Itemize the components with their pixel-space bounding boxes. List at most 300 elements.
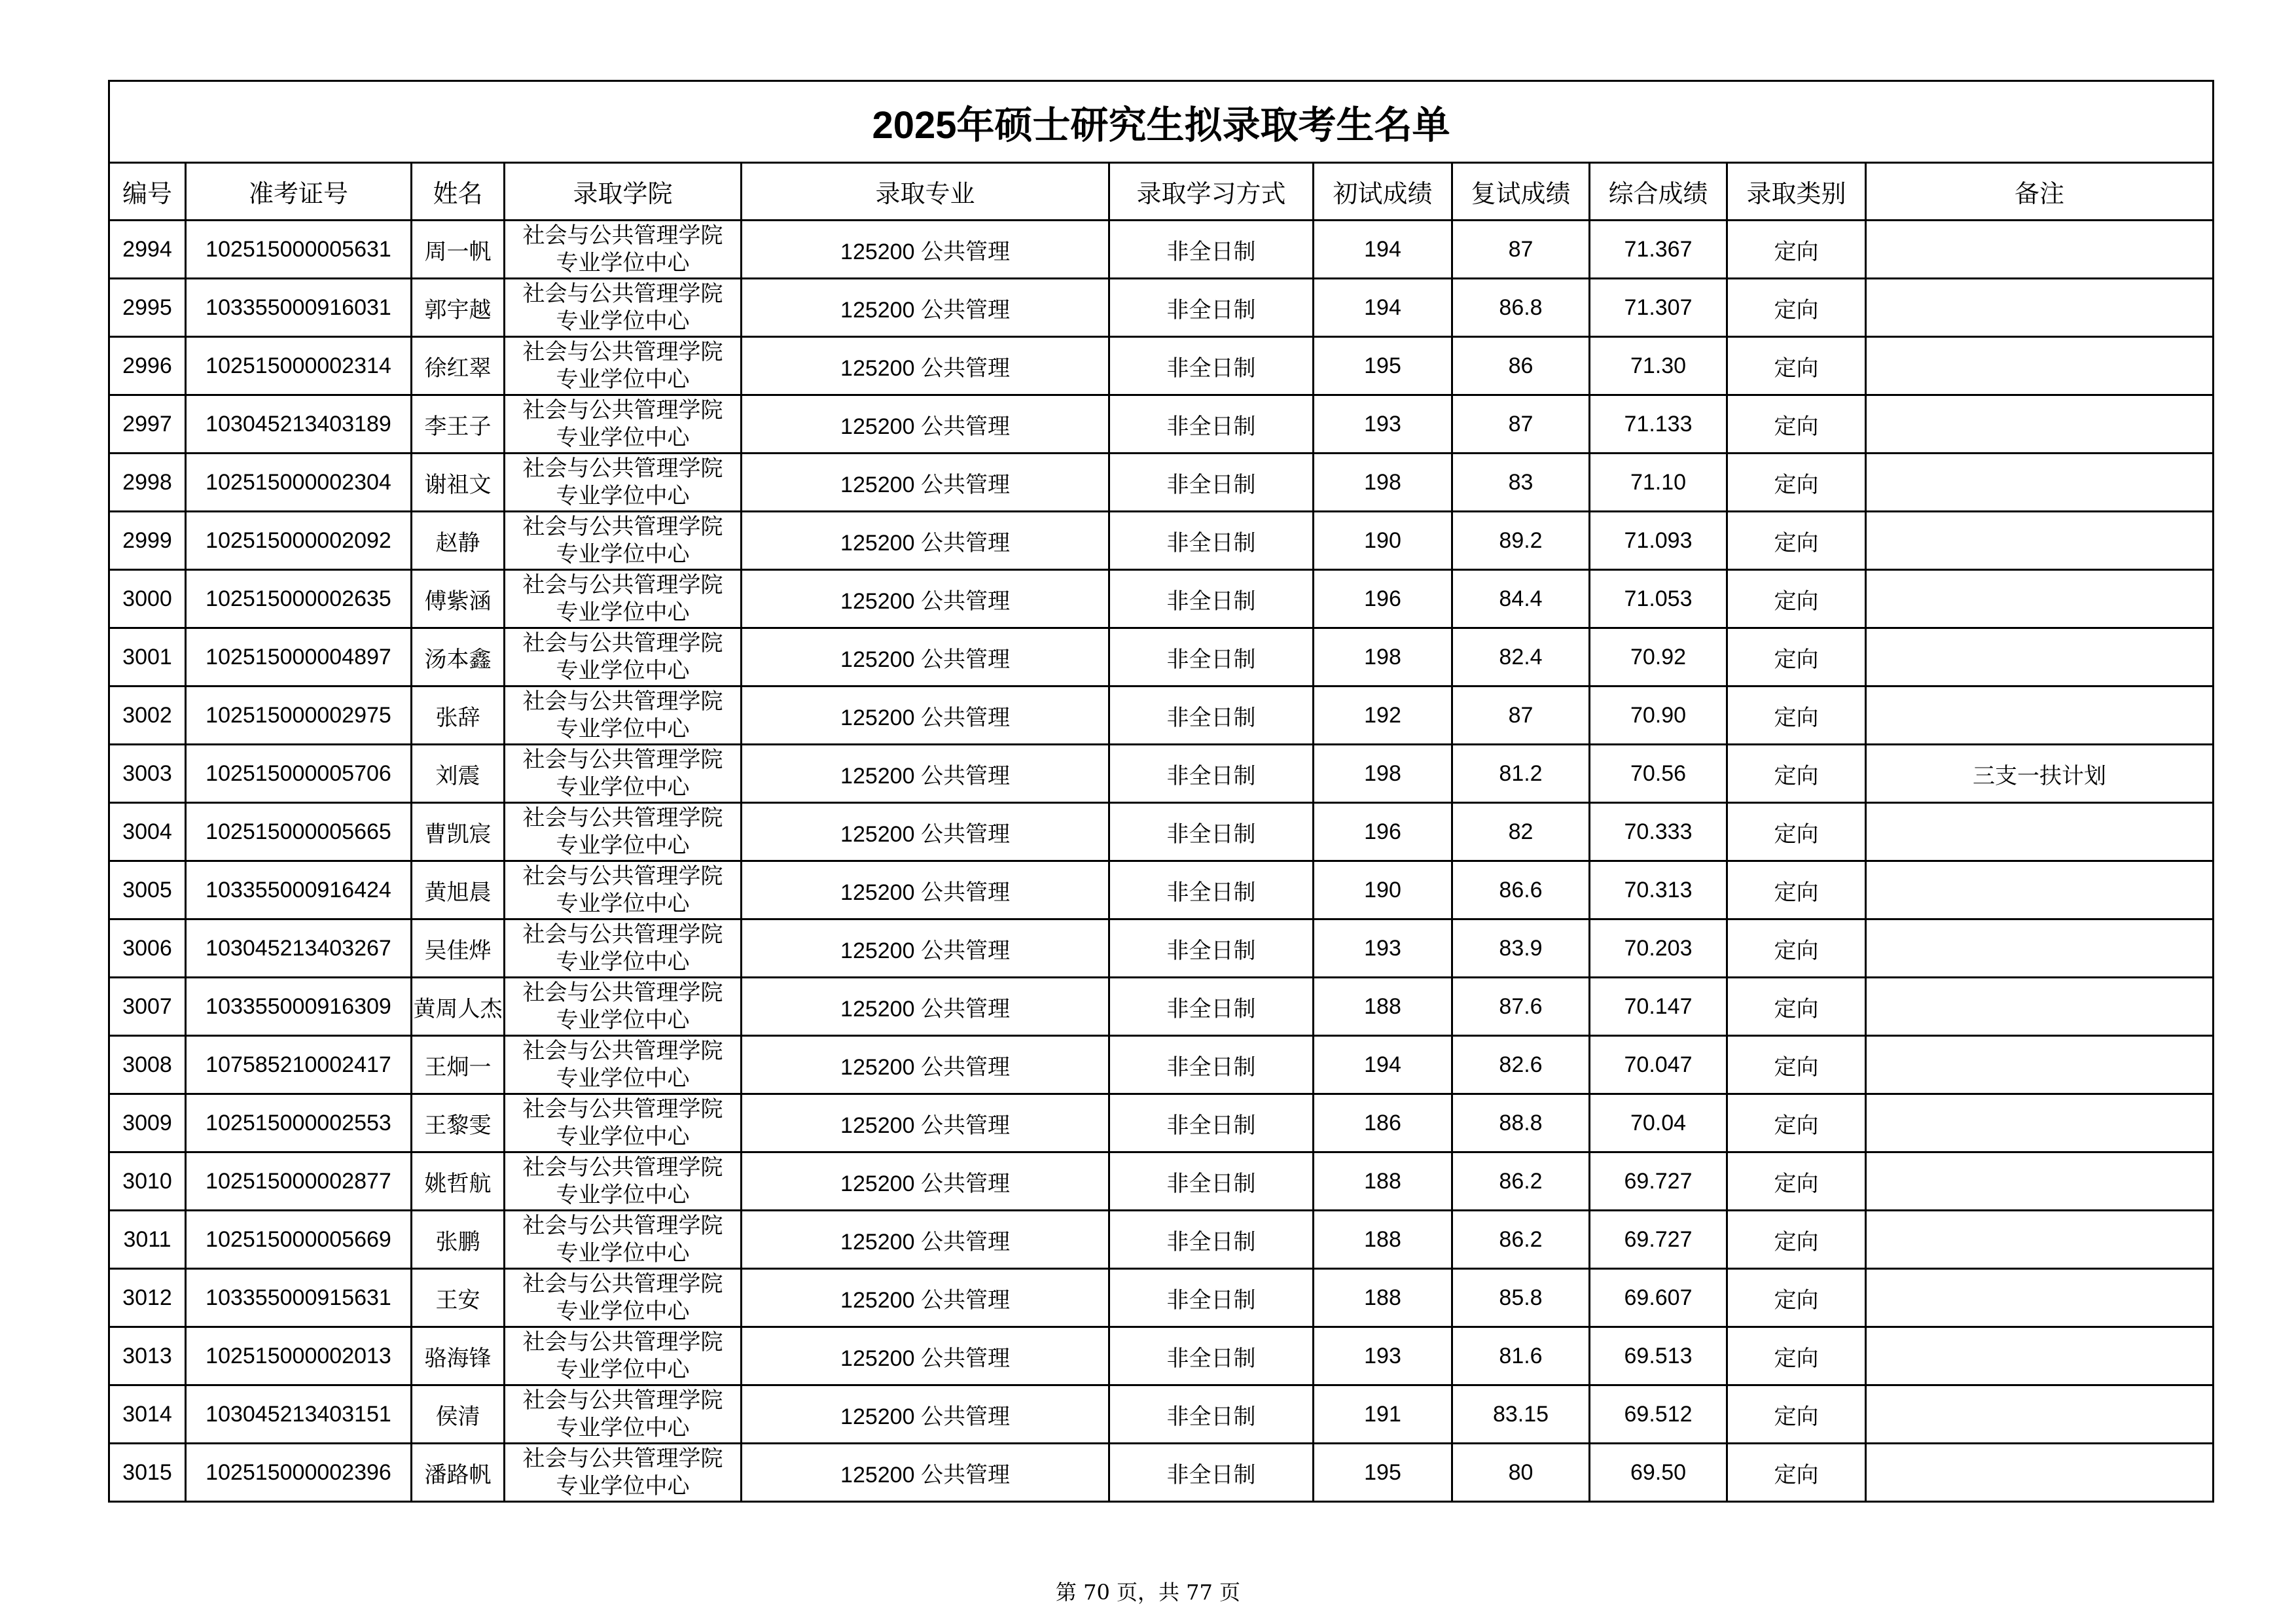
cell-exam-id: 102515000002314 bbox=[186, 337, 412, 395]
college-sub-line: 专业学位中心 bbox=[556, 541, 690, 567]
cell-name: 汤本鑫 bbox=[412, 628, 505, 687]
cell-total-score: 71.10 bbox=[1590, 454, 1727, 512]
col-header-total-score: 综合成绩 bbox=[1590, 163, 1727, 221]
college-sub-line: 专业学位中心 bbox=[556, 366, 690, 393]
cell-exam-id: 102515000004897 bbox=[186, 628, 412, 687]
college-name-line: 社会与公共管理学院 bbox=[522, 805, 723, 831]
cell-category: 定向 bbox=[1727, 1094, 1866, 1152]
cell-prelim-score: 191 bbox=[1314, 1385, 1452, 1444]
cell-category: 定向 bbox=[1727, 337, 1866, 395]
table-body bbox=[109, 221, 2214, 1502]
cell-retest-score: 86 bbox=[1452, 337, 1590, 395]
cell-retest-score: 87 bbox=[1452, 221, 1590, 279]
cell-college bbox=[505, 978, 742, 1036]
college-name-line: 社会与公共管理学院 bbox=[522, 455, 723, 482]
cell-retest-score: 86.6 bbox=[1452, 861, 1590, 919]
cell-study-mode: 非全日制 bbox=[1109, 337, 1314, 395]
cell-no: 2995 bbox=[109, 279, 186, 337]
college-name-line: 社会与公共管理学院 bbox=[522, 1329, 723, 1355]
cell-college bbox=[505, 221, 742, 279]
cell-name: 侯清 bbox=[412, 1385, 505, 1444]
cell-no: 3012 bbox=[109, 1269, 186, 1327]
college-sub-line: 专业学位中心 bbox=[556, 658, 690, 684]
page-title: 2025年硕士研究生拟录取考生名单 bbox=[109, 81, 2214, 163]
college-name-line: 社会与公共管理学院 bbox=[522, 223, 723, 249]
college-name-line: 社会与公共管理学院 bbox=[522, 630, 723, 656]
cell-exam-id: 102515000005631 bbox=[186, 221, 412, 279]
cell-prelim-score: 195 bbox=[1314, 337, 1452, 395]
cell-note bbox=[1866, 221, 2214, 279]
cell-study-mode: 非全日制 bbox=[1109, 1094, 1314, 1152]
cell-prelim-score: 186 bbox=[1314, 1094, 1452, 1152]
cell-name: 潘路帆 bbox=[412, 1444, 505, 1502]
college-sub-line: 专业学位中心 bbox=[556, 1007, 690, 1033]
cell-note bbox=[1866, 803, 2214, 861]
cell-total-score: 69.607 bbox=[1590, 1269, 1727, 1327]
cell-no: 2997 bbox=[109, 395, 186, 454]
cell-category: 定向 bbox=[1727, 279, 1866, 337]
table-row bbox=[109, 745, 2214, 803]
cell-major: 125200 公共管理 bbox=[742, 745, 1109, 803]
cell-note bbox=[1866, 570, 2214, 628]
table-row bbox=[109, 1269, 2214, 1327]
cell-college bbox=[505, 1036, 742, 1094]
cell-category: 定向 bbox=[1727, 1211, 1866, 1269]
cell-retest-score: 80 bbox=[1452, 1444, 1590, 1502]
cell-note bbox=[1866, 1269, 2214, 1327]
col-header-category: 录取类别 bbox=[1727, 163, 1866, 221]
cell-major: 125200 公共管理 bbox=[742, 628, 1109, 687]
cell-major: 125200 公共管理 bbox=[742, 919, 1109, 978]
college-sub-line: 专业学位中心 bbox=[556, 599, 690, 626]
college-name-line: 社会与公共管理学院 bbox=[522, 281, 723, 307]
cell-retest-score: 81.2 bbox=[1452, 745, 1590, 803]
table-row bbox=[109, 861, 2214, 919]
cell-college bbox=[505, 1211, 742, 1269]
cell-college bbox=[505, 745, 742, 803]
cell-college bbox=[505, 1152, 742, 1211]
table-row bbox=[109, 1094, 2214, 1152]
cell-major: 125200 公共管理 bbox=[742, 1444, 1109, 1502]
cell-name: 张鹏 bbox=[412, 1211, 505, 1269]
cell-no: 2996 bbox=[109, 337, 186, 395]
cell-no: 3005 bbox=[109, 861, 186, 919]
cell-total-score: 70.04 bbox=[1590, 1094, 1727, 1152]
cell-retest-score: 83 bbox=[1452, 454, 1590, 512]
college-name-line: 社会与公共管理学院 bbox=[522, 688, 723, 715]
cell-no: 3009 bbox=[109, 1094, 186, 1152]
cell-no: 2998 bbox=[109, 454, 186, 512]
table-row bbox=[109, 1444, 2214, 1502]
cell-name: 王黎雯 bbox=[412, 1094, 505, 1152]
college-sub-line: 专业学位中心 bbox=[556, 1240, 690, 1266]
cell-retest-score: 87.6 bbox=[1452, 978, 1590, 1036]
cell-total-score: 71.133 bbox=[1590, 395, 1727, 454]
cell-study-mode: 非全日制 bbox=[1109, 919, 1314, 978]
table-row bbox=[109, 337, 2214, 395]
table-row bbox=[109, 221, 2214, 279]
table-row bbox=[109, 1327, 2214, 1385]
cell-no: 3001 bbox=[109, 628, 186, 687]
cell-name: 黄旭晨 bbox=[412, 861, 505, 919]
cell-college bbox=[505, 1094, 742, 1152]
table-header-row bbox=[109, 163, 2214, 221]
cell-major: 125200 公共管理 bbox=[742, 279, 1109, 337]
cell-note bbox=[1866, 687, 2214, 745]
cell-category: 定向 bbox=[1727, 745, 1866, 803]
cell-major: 125200 公共管理 bbox=[742, 395, 1109, 454]
cell-retest-score: 82 bbox=[1452, 803, 1590, 861]
cell-note bbox=[1866, 1444, 2214, 1502]
cell-name: 刘震 bbox=[412, 745, 505, 803]
cell-study-mode: 非全日制 bbox=[1109, 978, 1314, 1036]
cell-category: 定向 bbox=[1727, 978, 1866, 1036]
cell-prelim-score: 193 bbox=[1314, 919, 1452, 978]
cell-study-mode: 非全日制 bbox=[1109, 1152, 1314, 1211]
cell-retest-score: 87 bbox=[1452, 687, 1590, 745]
cell-study-mode: 非全日制 bbox=[1109, 861, 1314, 919]
cell-retest-score: 83.9 bbox=[1452, 919, 1590, 978]
cell-prelim-score: 196 bbox=[1314, 803, 1452, 861]
college-name-line: 社会与公共管理学院 bbox=[522, 863, 723, 889]
cell-name: 王安 bbox=[412, 1269, 505, 1327]
table-row bbox=[109, 1211, 2214, 1269]
col-header-name: 姓名 bbox=[412, 163, 505, 221]
college-name-line: 社会与公共管理学院 bbox=[522, 339, 723, 365]
cell-total-score: 69.50 bbox=[1590, 1444, 1727, 1502]
cell-retest-score: 85.8 bbox=[1452, 1269, 1590, 1327]
cell-no: 3011 bbox=[109, 1211, 186, 1269]
cell-study-mode: 非全日制 bbox=[1109, 1385, 1314, 1444]
cell-note bbox=[1866, 1036, 2214, 1094]
cell-study-mode: 非全日制 bbox=[1109, 687, 1314, 745]
cell-study-mode: 非全日制 bbox=[1109, 512, 1314, 570]
cell-college bbox=[505, 337, 742, 395]
cell-total-score: 70.90 bbox=[1590, 687, 1727, 745]
cell-major: 125200 公共管理 bbox=[742, 861, 1109, 919]
cell-note bbox=[1866, 1327, 2214, 1385]
cell-exam-id: 103355000916031 bbox=[186, 279, 412, 337]
cell-total-score: 70.047 bbox=[1590, 1036, 1727, 1094]
cell-major: 125200 公共管理 bbox=[742, 803, 1109, 861]
cell-prelim-score: 194 bbox=[1314, 279, 1452, 337]
cell-exam-id: 102515000002635 bbox=[186, 570, 412, 628]
cell-study-mode: 非全日制 bbox=[1109, 1211, 1314, 1269]
cell-retest-score: 87 bbox=[1452, 395, 1590, 454]
cell-exam-id: 102515000002877 bbox=[186, 1152, 412, 1211]
cell-name: 郭宇越 bbox=[412, 279, 505, 337]
cell-exam-id: 102515000002396 bbox=[186, 1444, 412, 1502]
cell-retest-score: 82.4 bbox=[1452, 628, 1590, 687]
cell-study-mode: 非全日制 bbox=[1109, 628, 1314, 687]
cell-note bbox=[1866, 512, 2214, 570]
cell-college bbox=[505, 570, 742, 628]
college-name-line: 社会与公共管理学院 bbox=[522, 1271, 723, 1297]
table-row bbox=[109, 628, 2214, 687]
cell-category: 定向 bbox=[1727, 687, 1866, 745]
col-header-retest-score: 复试成绩 bbox=[1452, 163, 1590, 221]
cell-no: 3015 bbox=[109, 1444, 186, 1502]
cell-prelim-score: 193 bbox=[1314, 1327, 1452, 1385]
cell-college bbox=[505, 803, 742, 861]
cell-name: 姚哲航 bbox=[412, 1152, 505, 1211]
cell-exam-id: 103355000916309 bbox=[186, 978, 412, 1036]
cell-prelim-score: 194 bbox=[1314, 221, 1452, 279]
cell-study-mode: 非全日制 bbox=[1109, 745, 1314, 803]
col-header-prelim-score: 初试成绩 bbox=[1314, 163, 1452, 221]
cell-name: 曹凯宸 bbox=[412, 803, 505, 861]
cell-category: 定向 bbox=[1727, 221, 1866, 279]
cell-major: 125200 公共管理 bbox=[742, 1269, 1109, 1327]
cell-category: 定向 bbox=[1727, 1036, 1866, 1094]
cell-major: 125200 公共管理 bbox=[742, 687, 1109, 745]
cell-retest-score: 83.15 bbox=[1452, 1385, 1590, 1444]
cell-total-score: 70.56 bbox=[1590, 745, 1727, 803]
college-sub-line: 专业学位中心 bbox=[556, 1415, 690, 1441]
college-sub-line: 专业学位中心 bbox=[556, 425, 690, 451]
college-sub-line: 专业学位中心 bbox=[556, 1357, 690, 1383]
cell-retest-score: 84.4 bbox=[1452, 570, 1590, 628]
col-header-study-mode: 录取学习方式 bbox=[1109, 163, 1314, 221]
cell-exam-id: 103045213403267 bbox=[186, 919, 412, 978]
cell-retest-score: 86.2 bbox=[1452, 1211, 1590, 1269]
admission-list-sheet bbox=[108, 80, 2212, 1503]
cell-college bbox=[505, 1269, 742, 1327]
cell-retest-score: 81.6 bbox=[1452, 1327, 1590, 1385]
cell-no: 3010 bbox=[109, 1152, 186, 1211]
cell-total-score: 70.203 bbox=[1590, 919, 1727, 978]
cell-no: 3014 bbox=[109, 1385, 186, 1444]
cell-category: 定向 bbox=[1727, 454, 1866, 512]
college-sub-line: 专业学位中心 bbox=[556, 308, 690, 334]
admission-table bbox=[108, 80, 2214, 1503]
cell-exam-id: 103045213403151 bbox=[186, 1385, 412, 1444]
cell-note bbox=[1866, 919, 2214, 978]
cell-name: 吴佳烨 bbox=[412, 919, 505, 978]
cell-category: 定向 bbox=[1727, 1444, 1866, 1502]
table-row bbox=[109, 1385, 2214, 1444]
cell-category: 定向 bbox=[1727, 628, 1866, 687]
cell-note bbox=[1866, 279, 2214, 337]
cell-major: 125200 公共管理 bbox=[742, 1094, 1109, 1152]
table-row bbox=[109, 512, 2214, 570]
college-sub-line: 专业学位中心 bbox=[556, 250, 690, 276]
table-row bbox=[109, 395, 2214, 454]
cell-note bbox=[1866, 1094, 2214, 1152]
college-name-line: 社会与公共管理学院 bbox=[522, 1154, 723, 1181]
cell-retest-score: 86.8 bbox=[1452, 279, 1590, 337]
cell-major: 125200 公共管理 bbox=[742, 337, 1109, 395]
cell-prelim-score: 193 bbox=[1314, 395, 1452, 454]
cell-college bbox=[505, 861, 742, 919]
cell-prelim-score: 188 bbox=[1314, 1152, 1452, 1211]
cell-note bbox=[1866, 861, 2214, 919]
cell-exam-id: 102515000002013 bbox=[186, 1327, 412, 1385]
cell-study-mode: 非全日制 bbox=[1109, 803, 1314, 861]
college-sub-line: 专业学位中心 bbox=[556, 1182, 690, 1208]
cell-major: 125200 公共管理 bbox=[742, 512, 1109, 570]
table-row bbox=[109, 570, 2214, 628]
cell-prelim-score: 188 bbox=[1314, 1211, 1452, 1269]
college-sub-line: 专业学位中心 bbox=[556, 949, 690, 975]
cell-exam-id: 102515000002304 bbox=[186, 454, 412, 512]
col-header-college: 录取学院 bbox=[505, 163, 742, 221]
cell-prelim-score: 190 bbox=[1314, 861, 1452, 919]
cell-prelim-score: 188 bbox=[1314, 1269, 1452, 1327]
cell-exam-id: 102515000005665 bbox=[186, 803, 412, 861]
cell-total-score: 71.367 bbox=[1590, 221, 1727, 279]
table-row bbox=[109, 978, 2214, 1036]
cell-name: 谢祖文 bbox=[412, 454, 505, 512]
cell-college bbox=[505, 1385, 742, 1444]
cell-major: 125200 公共管理 bbox=[742, 570, 1109, 628]
cell-name: 黄周人杰 bbox=[412, 978, 505, 1036]
cell-exam-id: 102515000005706 bbox=[186, 745, 412, 803]
cell-note bbox=[1866, 337, 2214, 395]
college-sub-line: 专业学位中心 bbox=[556, 1065, 690, 1092]
cell-no: 2999 bbox=[109, 512, 186, 570]
cell-retest-score: 88.8 bbox=[1452, 1094, 1590, 1152]
cell-study-mode: 非全日制 bbox=[1109, 279, 1314, 337]
cell-exam-id: 102515000002975 bbox=[186, 687, 412, 745]
cell-major: 125200 公共管理 bbox=[742, 1211, 1109, 1269]
cell-note: 三支一扶计划 bbox=[1866, 745, 2214, 803]
college-name-line: 社会与公共管理学院 bbox=[522, 397, 723, 423]
cell-prelim-score: 198 bbox=[1314, 745, 1452, 803]
cell-category: 定向 bbox=[1727, 1269, 1866, 1327]
college-sub-line: 专业学位中心 bbox=[556, 1124, 690, 1150]
cell-note bbox=[1866, 454, 2214, 512]
cell-college bbox=[505, 395, 742, 454]
col-header-no: 编号 bbox=[109, 163, 186, 221]
col-header-major: 录取专业 bbox=[742, 163, 1109, 221]
cell-name: 赵静 bbox=[412, 512, 505, 570]
cell-exam-id: 102515000005669 bbox=[186, 1211, 412, 1269]
cell-no: 3000 bbox=[109, 570, 186, 628]
cell-total-score: 70.92 bbox=[1590, 628, 1727, 687]
cell-major: 125200 公共管理 bbox=[742, 1036, 1109, 1094]
college-sub-line: 专业学位中心 bbox=[556, 891, 690, 917]
cell-total-score: 70.147 bbox=[1590, 978, 1727, 1036]
college-name-line: 社会与公共管理学院 bbox=[522, 514, 723, 540]
cell-retest-score: 82.6 bbox=[1452, 1036, 1590, 1094]
cell-total-score: 70.313 bbox=[1590, 861, 1727, 919]
cell-name: 周一帆 bbox=[412, 221, 505, 279]
college-sub-line: 专业学位中心 bbox=[556, 832, 690, 859]
cell-category: 定向 bbox=[1727, 919, 1866, 978]
cell-total-score: 71.30 bbox=[1590, 337, 1727, 395]
cell-study-mode: 非全日制 bbox=[1109, 395, 1314, 454]
cell-name: 王炯一 bbox=[412, 1036, 505, 1094]
cell-college bbox=[505, 454, 742, 512]
col-header-note: 备注 bbox=[1866, 163, 2214, 221]
college-sub-line: 专业学位中心 bbox=[556, 716, 690, 742]
page-footer: 第 70 页，共 77 页 bbox=[1055, 1580, 1241, 1605]
college-sub-line: 专业学位中心 bbox=[556, 483, 690, 509]
cell-prelim-score: 198 bbox=[1314, 454, 1452, 512]
cell-college bbox=[505, 687, 742, 745]
cell-prelim-score: 196 bbox=[1314, 570, 1452, 628]
cell-college bbox=[505, 1444, 742, 1502]
cell-category: 定向 bbox=[1727, 1385, 1866, 1444]
cell-no: 3002 bbox=[109, 687, 186, 745]
cell-total-score: 69.727 bbox=[1590, 1211, 1727, 1269]
cell-total-score: 71.093 bbox=[1590, 512, 1727, 570]
cell-exam-id: 107585210002417 bbox=[186, 1036, 412, 1094]
cell-exam-id: 103355000915631 bbox=[186, 1269, 412, 1327]
cell-total-score: 70.333 bbox=[1590, 803, 1727, 861]
cell-major: 125200 公共管理 bbox=[742, 1327, 1109, 1385]
table-row bbox=[109, 1036, 2214, 1094]
table-row bbox=[109, 279, 2214, 337]
cell-study-mode: 非全日制 bbox=[1109, 1036, 1314, 1094]
college-sub-line: 专业学位中心 bbox=[556, 774, 690, 800]
cell-no: 2994 bbox=[109, 221, 186, 279]
cell-category: 定向 bbox=[1727, 861, 1866, 919]
cell-major: 125200 公共管理 bbox=[742, 454, 1109, 512]
cell-retest-score: 89.2 bbox=[1452, 512, 1590, 570]
cell-total-score: 71.053 bbox=[1590, 570, 1727, 628]
table-row bbox=[109, 454, 2214, 512]
college-name-line: 社会与公共管理学院 bbox=[522, 1446, 723, 1472]
cell-name: 骆海锋 bbox=[412, 1327, 505, 1385]
cell-note bbox=[1866, 1152, 2214, 1211]
cell-exam-id: 103045213403189 bbox=[186, 395, 412, 454]
table-row bbox=[109, 803, 2214, 861]
cell-no: 3007 bbox=[109, 978, 186, 1036]
cell-retest-score: 86.2 bbox=[1452, 1152, 1590, 1211]
college-name-line: 社会与公共管理学院 bbox=[522, 747, 723, 773]
cell-major: 125200 公共管理 bbox=[742, 1152, 1109, 1211]
cell-major: 125200 公共管理 bbox=[742, 978, 1109, 1036]
cell-prelim-score: 195 bbox=[1314, 1444, 1452, 1502]
cell-study-mode: 非全日制 bbox=[1109, 1269, 1314, 1327]
cell-no: 3003 bbox=[109, 745, 186, 803]
cell-category: 定向 bbox=[1727, 570, 1866, 628]
cell-category: 定向 bbox=[1727, 512, 1866, 570]
cell-note bbox=[1866, 1385, 2214, 1444]
cell-total-score: 69.513 bbox=[1590, 1327, 1727, 1385]
cell-prelim-score: 188 bbox=[1314, 978, 1452, 1036]
cell-prelim-score: 190 bbox=[1314, 512, 1452, 570]
cell-college bbox=[505, 512, 742, 570]
college-name-line: 社会与公共管理学院 bbox=[522, 572, 723, 598]
college-sub-line: 专业学位中心 bbox=[556, 1473, 690, 1499]
college-name-line: 社会与公共管理学院 bbox=[522, 921, 723, 948]
college-name-line: 社会与公共管理学院 bbox=[522, 1387, 723, 1414]
table-row bbox=[109, 687, 2214, 745]
cell-exam-id: 102515000002092 bbox=[186, 512, 412, 570]
cell-college bbox=[505, 628, 742, 687]
college-sub-line: 专业学位中心 bbox=[556, 1298, 690, 1325]
cell-total-score: 69.727 bbox=[1590, 1152, 1727, 1211]
college-name-line: 社会与公共管理学院 bbox=[522, 1096, 723, 1122]
cell-study-mode: 非全日制 bbox=[1109, 221, 1314, 279]
cell-no: 3006 bbox=[109, 919, 186, 978]
college-name-line: 社会与公共管理学院 bbox=[522, 1038, 723, 1064]
cell-exam-id: 102515000002553 bbox=[186, 1094, 412, 1152]
cell-no: 3013 bbox=[109, 1327, 186, 1385]
cell-note bbox=[1866, 978, 2214, 1036]
cell-note bbox=[1866, 395, 2214, 454]
cell-college bbox=[505, 279, 742, 337]
cell-study-mode: 非全日制 bbox=[1109, 1444, 1314, 1502]
cell-name: 张辞 bbox=[412, 687, 505, 745]
cell-total-score: 71.307 bbox=[1590, 279, 1727, 337]
cell-college bbox=[505, 1327, 742, 1385]
cell-category: 定向 bbox=[1727, 1327, 1866, 1385]
cell-study-mode: 非全日制 bbox=[1109, 1327, 1314, 1385]
